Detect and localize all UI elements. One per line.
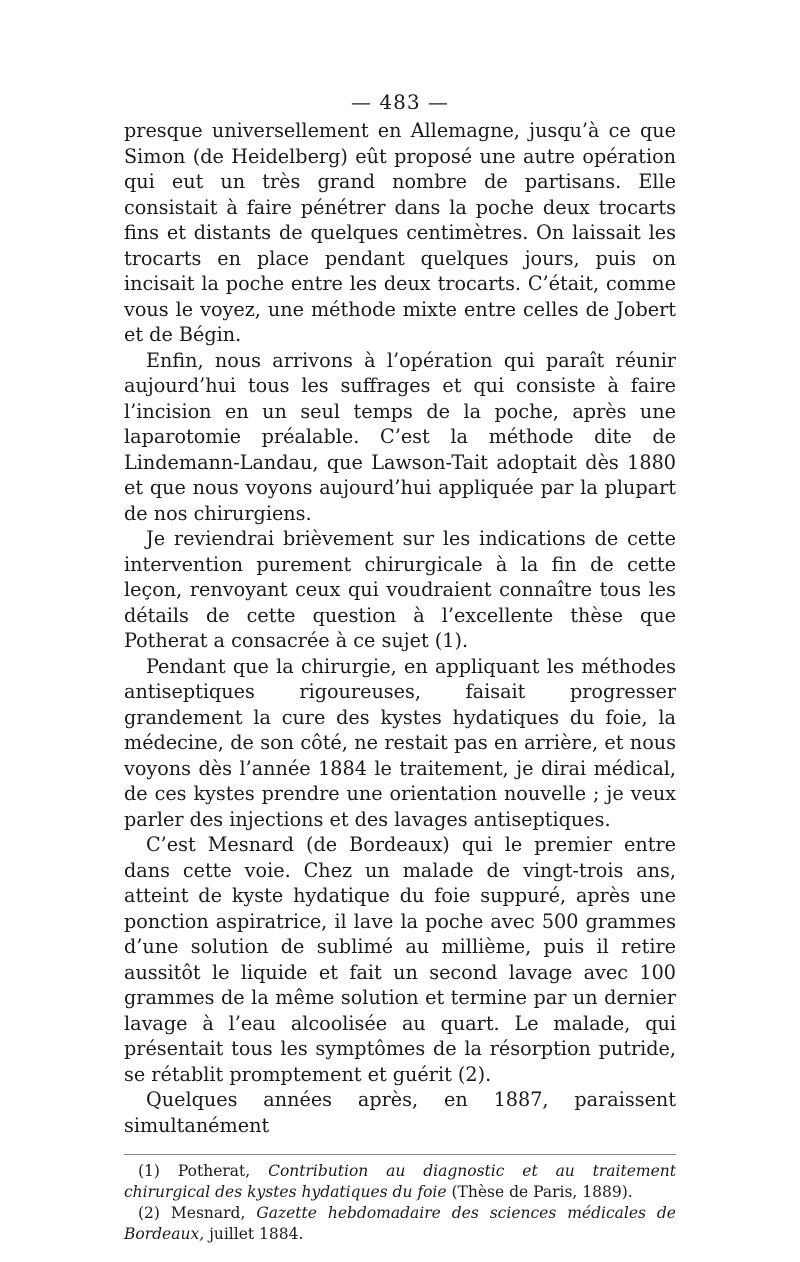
body-text [124, 118, 676, 1138]
footnote-title: Gazette hebdomadaire des sciences médicales de Bordeaux, [124, 1204, 676, 1243]
footnote-2 [124, 1203, 676, 1245]
book-page [124, 88, 676, 1245]
footnote-author: Potherat, [177, 1162, 251, 1180]
paragraph-3: Je reviendrai brièvement sur les indications de cette intervention purement chirurgicale à la fin de cette leçon, renvoyant ceux qui voudraient connaître tous les détails de cette question à l’excellente thèse que Potherat a consacrée à ce sujet (1). [124, 527, 676, 652]
paragraph-6: Quelques années après, en 1887, paraissent simultanément [124, 1088, 676, 1137]
footnote-title: Contribution au diagnostic et au traitement chirurgical des kystes hydatiques du foie [124, 1162, 676, 1201]
paragraph-2: Enfin, nous arrivons à l’opération qui paraît réunir aujourd’hui tous les suffrages et qui consiste à faire l’incision en un seul temps de la poche, après une laparotomie préalable. C’est la méthode dite de Lindemann-Landau, que Lawson-Tait adoptait dès 1880 et que nous voyons aujourd’hui appliquée par la plupart de nos chirurgiens. [124, 348, 676, 525]
footnote-1 [124, 1161, 676, 1203]
paragraph-1: presque universellement en Allemagne, jusqu’à ce que Simon (de Heidelberg) eût proposé une autre opération qui eut un très grand nombre de partisans. Elle consistait à faire pénétrer dans la poche deux trocarts fins et distants de quelques centimètres. On laissait les trocarts en place pendant quelques jours, puis on incisait la poche entre les deux trocarts. C’était, comme vous le voyez, une méthode mixte entre celles de Jobert et de Bégin. [124, 119, 676, 346]
page-number: — 483 — [351, 90, 449, 114]
footnote-rest: juillet 1884. [209, 1225, 304, 1243]
paragraph-5: C’est Mesnard (de Bordeaux) qui le premier entre dans cette voie. Chez un malade de vingt-trois ans, atteint de kyste hydatique du foie suppuré, après une ponction aspiratrice, il lave la poche avec 500 grammes d’une solution de sublimé au millième, puis il retire aussitôt le liquide et fait un second lavage avec 100 grammes de la même solution et termine par un dernier lavage à l’eau alcoolisée au quart. Le malade, qui présentait tous les symptômes de la résorption putride, se rétablit promptement et guérit (2). [124, 833, 676, 1086]
footnote-rest: (Thèse de Paris, 1889). [451, 1183, 633, 1201]
footnote-marker: (2) [138, 1204, 160, 1222]
footnote-marker: (1) [138, 1162, 160, 1180]
paragraph-4: Pendant que la chirurgie, en appliquant les méthodes antiseptiques rigoureuses, faisait progresser grandement la cure des kystes hydatiques du foie, la médecine, de son côté, ne restait pas en arrière, et nous voyons dès l’année 1884 le traitement, je dirai médical, de ces kystes prendre une orientation nouvelle ; je veux parler des injections et des lavages antiseptiques. [124, 654, 676, 831]
footnote-author: Mesnard, [170, 1204, 246, 1222]
footnotes [124, 1154, 676, 1245]
